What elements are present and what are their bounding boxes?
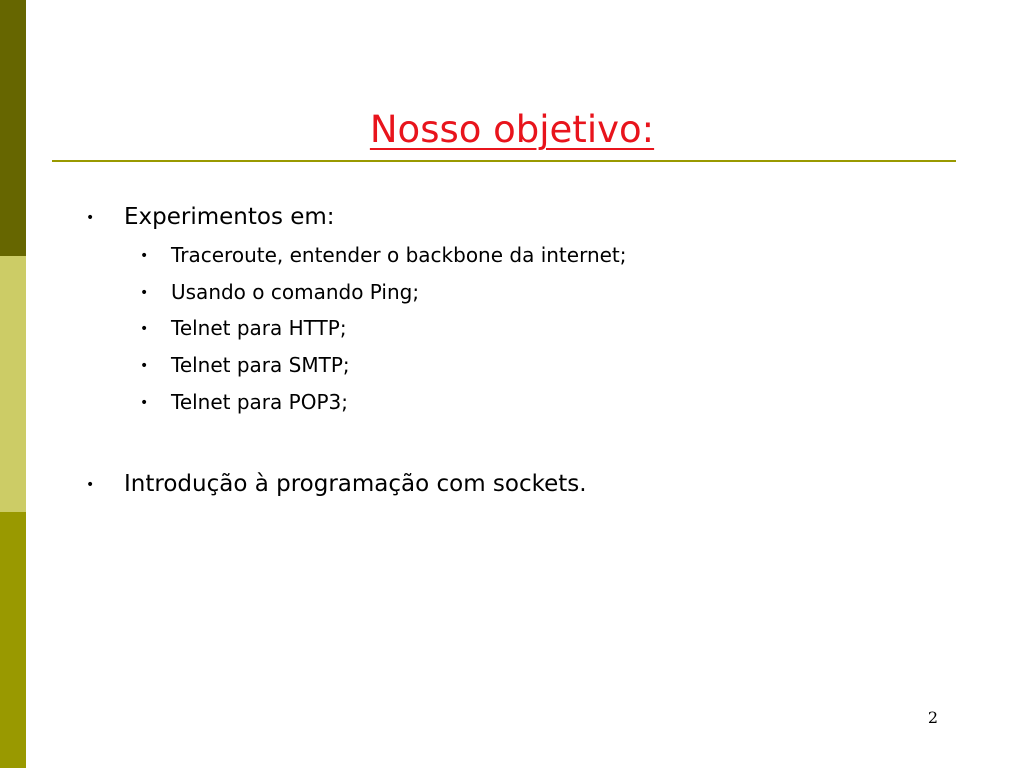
sub-bullet-item (140, 315, 347, 341)
sub-bullet-item (140, 242, 627, 268)
side-band-bottom (0, 512, 26, 768)
bullet-text: Experimentos em: (124, 204, 335, 230)
bullet-dot-icon: • (140, 248, 149, 264)
bullet-text: Introdução à programação com sockets. (124, 471, 587, 497)
side-band-middle (0, 256, 26, 512)
bullet-dot-icon: • (86, 210, 95, 226)
title-divider (52, 160, 956, 162)
page-number: 2 (927, 708, 938, 727)
bullet-item (86, 202, 335, 232)
bullet-dot-icon: • (140, 358, 149, 374)
bullet-item (86, 469, 587, 499)
sub-bullet-item (140, 279, 420, 305)
sub-bullet-text: Telnet para SMTP; (171, 353, 350, 377)
bullet-dot-icon: • (86, 477, 95, 493)
sub-bullet-text: Telnet para POP3; (171, 390, 348, 414)
sub-bullet-item (140, 352, 350, 378)
slide-title: Nosso objetivo: (369, 108, 655, 151)
sub-bullet-text: Traceroute, entender o backbone da internet; (171, 243, 627, 267)
sub-bullet-item (140, 389, 348, 415)
bullet-dot-icon: • (140, 395, 149, 411)
sub-bullet-text: Usando o comando Ping; (171, 280, 420, 304)
bullet-dot-icon: • (140, 321, 149, 337)
sub-bullet-text: Telnet para HTTP; (171, 316, 347, 340)
bullet-dot-icon: • (140, 285, 149, 301)
